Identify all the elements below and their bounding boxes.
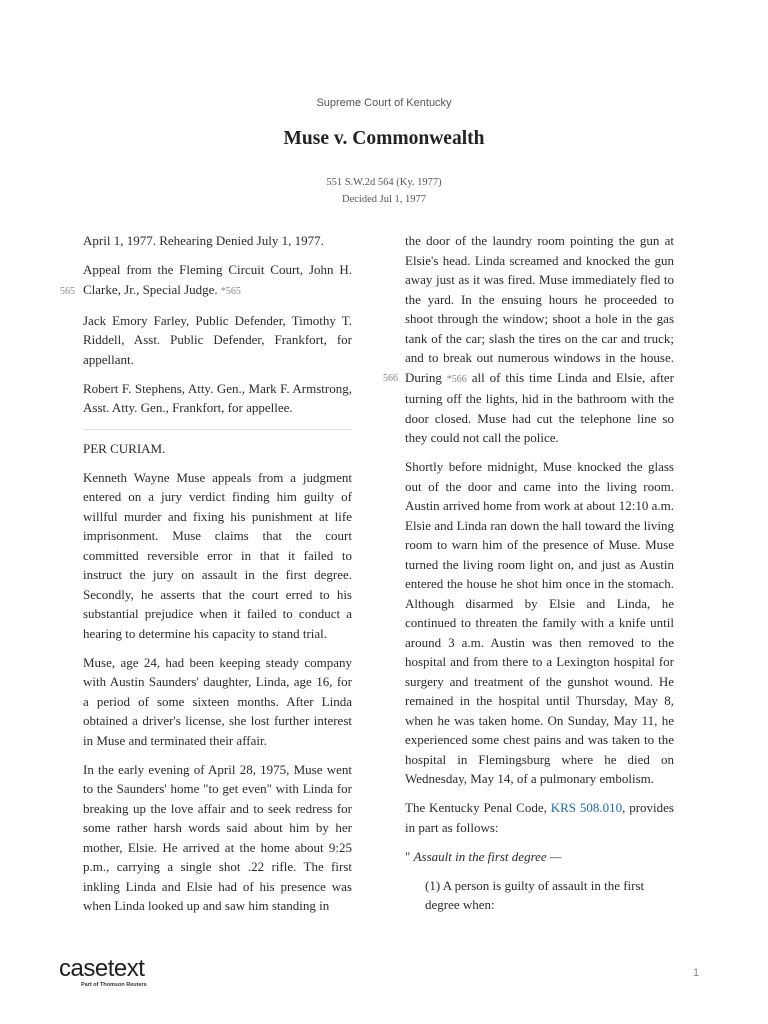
- appellee-counsel-paragraph: Robert F. Stephens, Atty. Gen., Mark F. Armstrong, Asst. Atty. Gen., Frankfort, for appellee.: [83, 380, 352, 415]
- rehearing-paragraph: April 1, 1977. Rehearing Denied July 1, 1977.: [83, 233, 324, 248]
- star-page-565: *565: [220, 285, 241, 297]
- statute-clause: (1) A person is guilty of assault in the first degree when:: [425, 877, 645, 912]
- logo-wordmark: casetext: [59, 955, 145, 982]
- krs-link[interactable]: KRS 508.010: [550, 800, 623, 815]
- penal-code-paragraph: [405, 798, 674, 837]
- quote-mark: ": [405, 848, 411, 864]
- quote-heading: [405, 847, 674, 867]
- opinion-paragraph: Shortly before midnight, Muse knocked the glass out of the door and came into the living room. Austin arrived home from work at about 12:10 a.m. Elsie and Linda ran down the hall toward the living room to warn him of the presence of Muse. Muse turned the living room light on, and just as Austin entered the house he shot him once in the stomach. Although disarmed by Elsie and Linda, he continued to threaten the family with a knife until around 3 a.m. Austin was then removed to the hospital and from there to a Lexington hospital for surgery and treatment of the gunshot wound. He remained in the hospital until Thursday, May 8, when he was taken home. On Sunday, May 11, he experienced some chest pains and was taken to the hospital in Flemingsburg where he died on Wednesday, May 14, of a pulmonary embolism.: [405, 459, 674, 786]
- paragraph-text: The Kentucky Penal Code,: [405, 800, 547, 815]
- page-number: 1: [693, 967, 700, 979]
- right-column: [405, 231, 674, 924]
- case-citation: 551 S.W.2d 564 (Ky. 1977): [326, 177, 442, 188]
- opinion-paragraph: Muse, age 24, had been keeping steady company with Austin Saunders' daughter, Linda, age 16, for a period of some sixteen months. After Linda obtained a driver's license, she lost further interest in Muse and terminated their affair.: [83, 654, 352, 748]
- quote-dash: —: [546, 848, 562, 864]
- quote-title: Assault in the first degree: [413, 848, 547, 864]
- decided-date: Decided Jul 1, 1977: [342, 194, 426, 205]
- opinion-paragraph: In the early evening of April 28, 1975, Muse went to the Saunders' home "to get even" with Linda for breaking up the love affair and to seek redress for some rather harsh words said about him by her mother, Elsie. He arrived at the home about 9:25 p.m., carrying a single shot .22 rifle. The first inkling Linda and Elsie had of his presence was when Linda looked up and saw him standing in: [83, 761, 352, 913]
- case-title: Muse v. Commonwealth: [283, 128, 485, 149]
- paragraph-text: , provides in part as follows:: [405, 800, 674, 835]
- section-divider: [83, 429, 352, 430]
- page-marker-566: 566: [383, 373, 398, 384]
- paragraph-text: all of this time Linda and Elsie, after turning off the lights, hid in the bathroom with the door closed. Muse had cut the telephone line so they could not call the police.: [405, 369, 674, 445]
- star-page-566: *566: [446, 373, 467, 385]
- left-column: [83, 231, 352, 925]
- page-marker-565: 565: [60, 286, 75, 297]
- appellant-counsel-paragraph: Jack Emory Farley, Public Defender, Timothy T. Riddell, Asst. Public Defender, Frankfort, for appellant.: [83, 312, 352, 367]
- quote-italic: [414, 849, 562, 864]
- casetext-logo[interactable]: [59, 957, 147, 988]
- paragraph-text: the door of the laundry room pointing the gun at Elsie's head. Linda screamed and knocked the gun away just as it was fired. Muse immediately fled to the yard. In the ensuing hours he proceeded to shoot through the window; shoot a hole in the gas tank of the car; slash the tires on the car and truck; and to break out numerous windows in the house. During: [405, 233, 674, 385]
- logo-subtitle: Part of Thomson Reuters: [81, 982, 147, 988]
- court-name: Supreme Court of Kentucky: [316, 97, 452, 109]
- appeal-paragraph: [83, 260, 352, 301]
- opinion-paragraph: [405, 231, 674, 448]
- per-curiam-heading: PER CURIAM.: [83, 440, 166, 456]
- appeal-text: Appeal from the Fleming Circuit Court, John H. Clarke, Jr., Special Judge.: [83, 262, 352, 297]
- case-citation-block: [0, 174, 768, 208]
- opinion-paragraph: Kenneth Wayne Muse appeals from a judgment entered on a jury verdict finding him guilty of willful murder and fixing his punishment at life imprisonment. Muse claims that the court committed reversible error in that it failed to instruct the jury on assault in the first degree. Secondly, he asserts that the court erred to his substantial prejudice when it failed to conduct a hearing to determine his capacity to stand trial.: [83, 469, 352, 641]
